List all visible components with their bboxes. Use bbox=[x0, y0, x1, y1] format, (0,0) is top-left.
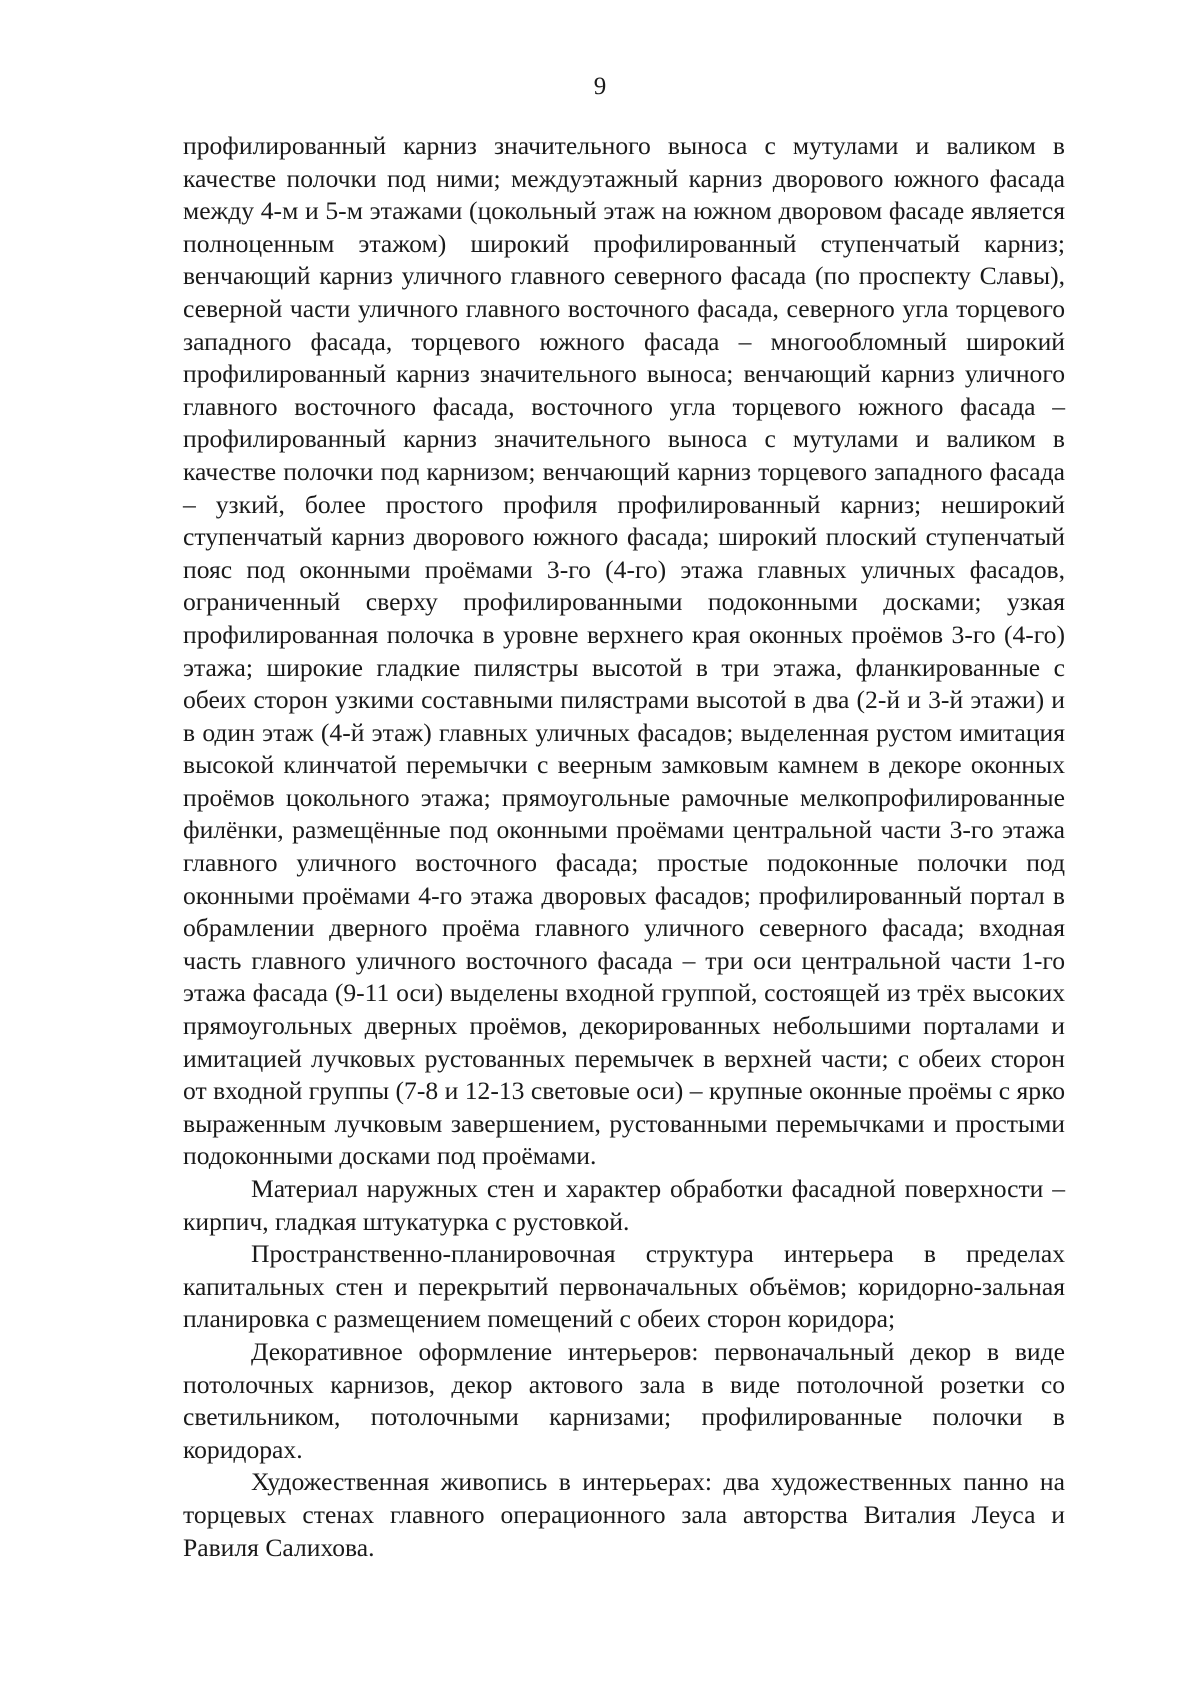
page-number: 9 bbox=[593, 73, 607, 100]
paragraph-interior-decor: Декоративное оформление интерьеров: первоначальный декор в виде потолочных карнизов, декор актового зала в виде потолочной розетки со светильником, потолочными карнизами; профилированные полочки в коридорах. bbox=[183, 1336, 1065, 1464]
paragraph-facade-elements: профилированный карниз значительного выноса с мутулами и валиком в качестве полочки под ними; междуэтажный карниз дворового южного фасада между 4-м и 5-м этажами (цокольный этаж на южном дворовом фасаде является полноценным этажом) широкий профилированный ступенчатый карниз; венчающий карниз уличного главного северного фасада (по проспекту Славы), северной части уличного главного восточного фасада, северного угла торцевого западного фасада, торцевого южного фасада – многообломный широкий профилированный карниз значительного выноса; венчающий карниз уличного главного восточного фасада, восточного угла торцевого южного фасада – профилированный карниз значительного выноса с мутулами и валиком в качестве полочки под карнизом; венчающий карниз торцевого западного фасада – узкий, более простого профиля профилированный карниз; неширокий ступенчатый карниз дворового южного фасада; широкий плоский ступенчатый пояс под оконными проёмами 3-го (4-го) этажа главных уличных фасадов, ограниченный сверху профилированными подоконными досками; узкая профилированная полочка в уровне верхнего края оконных проёмов 3-го (4-го) этажа; широкие гладкие пилястры высотой в три этажа, фланкированные с обеих сторон узкими составными пилястрами высотой в два (2-й и 3-й этажи) и в один этаж (4-й этаж) главных уличных фасадов; выделенная рустом имитация высокой клинчатой перемычки с веерным замковым камнем в декоре оконных проёмов цокольного этажа; прямоугольные рамочные мелкопрофилированные филёнки, размещённые под оконными проёмами центральной части 3-го этажа главного уличного восточного фасада; простые подоконные полочки под оконными проёмами 4-го этажа дворовых фасадов; профилированный портал в обрамлении дверного проёма главного уличного северного фасада; входная часть главного уличного восточного фасада – три оси центральной части 1-го этажа фасада (9-11 оси) выделены входной группой, состоящей из трёх высоких прямоугольных дверных проёмов, декорированных небольшими порталами и имитацией лучковых рустованных перемычек в верхней части; с обеих сторон от входной группы (7-8 и 12-13 световые оси) – крупные оконные проёмы с ярко выраженным лучковым завершением, рустованными перемычками и простыми подоконными досками под проёмами. bbox=[183, 131, 1065, 1171]
paragraph-interior-painting: Художественная живопись в интерьерах: два художественных панно на торцевых стенах главного операционного зала авторства Виталия Леуса и Равиля Салихова. bbox=[183, 1467, 1065, 1562]
document-body bbox=[183, 130, 1065, 1564]
paragraph-wall-material: Материал наружных стен и характер обработки фасадной поверхности – кирпич, гладкая штукатурка с рустовкой. bbox=[183, 1174, 1065, 1236]
paragraph-interior-structure: Пространственно-планировочная структура интерьера в пределах капитальных стен и перекрытий первоначальных объёмов; коридорно-зальная планировка с размещением помещений с обеих сторон коридора; bbox=[183, 1239, 1065, 1334]
